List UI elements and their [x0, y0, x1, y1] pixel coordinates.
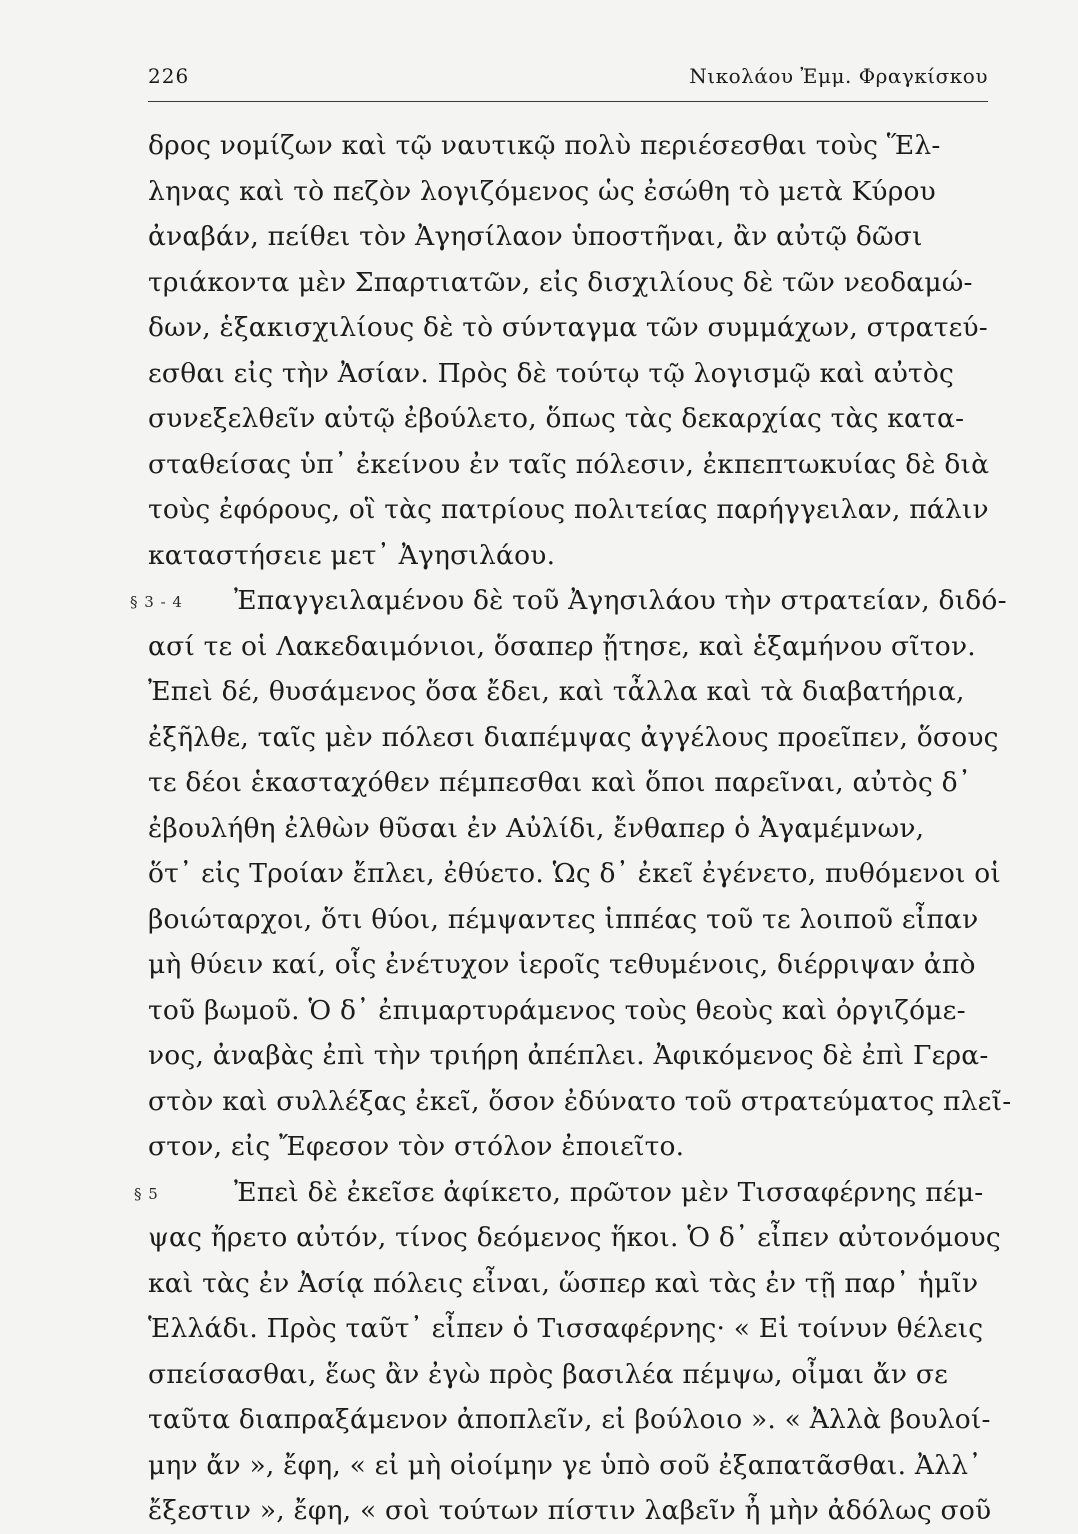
- line-text: Ἑλλάδι. Πρὸς ταῦτ᾽ εἶπεν ὁ Τισσαφέρνης· « Εἰ τοίνυν θέλεις: [148, 1313, 984, 1344]
- text-line: [148, 669, 1008, 715]
- text-line: [148, 715, 1008, 761]
- line-text: ὅτ᾽ εἰς Τροίαν ἔπλει, ἐθύετο. Ὡς δ᾽ ἐκεῖ ἐγένετο, πυθόμενοι οἱ: [148, 858, 1001, 889]
- line-text: τριάκοντα μὲν Σπαρτιατῶν, εἰς δισχιλίους δὲ τῶν νεοδαμώ-: [148, 266, 973, 298]
- text-line: [148, 396, 1008, 442]
- text-line: [148, 1124, 1008, 1170]
- page-number: 226: [148, 64, 190, 88]
- line-text: ἐξῆλθε, ταῖς μὲν πόλεσι διαπέμψας ἀγγέλους προεῖπεν, ὅσους: [148, 721, 999, 753]
- section-reference: § 3 - 4: [130, 593, 183, 611]
- text-line: [148, 214, 1008, 260]
- line-text: μην ἄν », ἔφη, « εἰ μὴ οἰοίμην γε ὑπὸ σοῦ ἐξαπατᾶσθαι. Ἀλλ᾽: [148, 1449, 982, 1481]
- page-body-text: [130, 123, 1012, 1534]
- line-text: συνεξελθεῖν αὐτῷ ἐβούλετο, ὅπως τὰς δεκαρχίας τὰς κατα-: [148, 403, 965, 434]
- line-text: ληνας καὶ τὸ πεζὸν λογιζόμενος ὡς ἐσώθη τὸ μετὰ Κύρου: [148, 175, 936, 207]
- text-line: [148, 1397, 1008, 1443]
- text-line: [148, 305, 1008, 351]
- text-line: [148, 897, 1008, 943]
- text-line: [148, 1306, 1008, 1352]
- text-line: [148, 169, 1008, 215]
- line-text: τε δέοι ἑκασταχόθεν πέμπεσθαι καὶ ὅποι παρεῖναι, αὐτὸς δ᾽: [148, 767, 972, 798]
- line-text: Ἐπεὶ δὲ ἐκεῖσε ἀφίκετο, πρῶτον μὲν Τισσαφέρνης πέμ-: [234, 1176, 984, 1208]
- text-line: [148, 760, 1008, 806]
- text-line: [130, 578, 1008, 624]
- text-line: [148, 851, 1008, 897]
- line-text: εσθαι εἰς τὴν Ἀσίαν. Πρὸς δὲ τούτῳ τῷ λογισμῷ καὶ αὐτὸς: [148, 357, 955, 389]
- running-head: Νικολάου Ἐμμ. Φραγκίσκου: [689, 64, 988, 88]
- line-text: μὴ θύειν καί, οἷς ἐνέτυχον ἱεροῖς τεθυμένοις, διέρριψαν ἀπὸ: [148, 949, 976, 980]
- line-text: Ἐπαγγειλαμένου δὲ τοῦ Ἀγησιλάου τὴν στρατείαν, διδό-: [234, 585, 1007, 616]
- text-line: [148, 988, 1008, 1034]
- line-text: τοὺς ἐφόρους, οἳ τὰς πατρίους πολιτείας παρήγγειλαν, πάλιν: [148, 494, 989, 525]
- line-text: ψας ἤρετο αὐτόν, τίνος δεόμενος ἥκοι. Ὁ δ᾽ εἶπεν αὐτονόμους: [148, 1222, 1001, 1253]
- line-text: βοιώταρχοι, ὅτι θύοι, πέμψαντες ἱππέας τοῦ τε λοιποῦ εἶπαν: [148, 903, 979, 935]
- line-text: καὶ τὰς ἐν Ἀσίᾳ πόλεις εἶναι, ὥσπερ καὶ τὰς ἐν τῇ παρ᾽ ἡμῖν: [148, 1267, 979, 1299]
- text-line: [148, 351, 1008, 397]
- section-reference: § 5: [134, 1184, 159, 1203]
- line-text: ταῦτα διαπραξάμενον ἀποπλεῖν, εἰ βούλοιο ». « Ἀλλὰ βουλοί-: [148, 1404, 991, 1435]
- text-line: [148, 123, 1008, 169]
- line-text: νος, ἀναβὰς ἐπὶ τὴν τριήρη ἀπέπλει. Ἀφικόμενος δὲ ἐπὶ Γερα-: [148, 1040, 989, 1071]
- text-line: [148, 1215, 1008, 1261]
- text-line: [148, 624, 1008, 670]
- text-line: [148, 1443, 1008, 1489]
- text-line: [148, 533, 1008, 579]
- line-text: σπείσασθαι, ἕως ἂν ἐγὼ πρὸς βασιλέα πέμψω, οἶμαι ἄν σε: [148, 1358, 949, 1390]
- text-line: [148, 1488, 1008, 1534]
- line-text: δων, ἑξακισχιλίους δὲ τὸ σύνταγμα τῶν συμμάχων, στρατεύ-: [148, 312, 988, 343]
- line-text: δρος νομίζων καὶ τῷ ναυτικῷ πολὺ περιέσεσθαι τοὺς Ἕλ-: [148, 130, 941, 161]
- page-header: [148, 64, 988, 98]
- line-text: ἐβουλήθη ἐλθὼν θῦσαι ἐν Αὐλίδι, ἔνθαπερ ὁ Ἀγαμέμνων,: [148, 812, 925, 844]
- text-line: [148, 1352, 1008, 1398]
- line-text: στὸν καὶ συλλέξας ἐκεῖ, ὅσον ἐδύνατο τοῦ στρατεύματος πλεῖ-: [148, 1085, 1012, 1117]
- text-line: [148, 260, 1008, 306]
- line-text: στον, εἰς Ἔφεσον τὸν στόλον ἐποιεῖτο.: [148, 1131, 685, 1162]
- text-line: [148, 487, 1008, 533]
- line-text: ἀναβάν, πείθει τὸν Ἀγησίλαον ὑποστῆναι, ἂν αὐτῷ δῶσι: [148, 221, 923, 252]
- text-line: [134, 1170, 1008, 1216]
- line-text: σταθείσας ὑπ᾽ ἐκείνου ἐν ταῖς πόλεσιν, ἐκπεπτωκυίας δὲ διὰ: [148, 448, 990, 480]
- line-text: ἔξεστιν », ἔφη, « σοὶ τούτων πίστιν λαβεῖν ἦ μὴν ἀδόλως σοῦ: [148, 1495, 992, 1526]
- text-line: [148, 442, 1008, 488]
- text-line: [148, 942, 1008, 988]
- line-text: καταστήσειε μετ᾽ Ἀγησιλάου.: [148, 539, 556, 571]
- text-line: [148, 1261, 1008, 1307]
- line-text: τοῦ βωμοῦ. Ὁ δ᾽ ἐπιμαρτυράμενος τοὺς θεοὺς καὶ ὀργιζόμε-: [148, 994, 966, 1026]
- text-line: [148, 1079, 1012, 1125]
- text-line: [148, 1033, 1008, 1079]
- header-rule: [148, 101, 988, 102]
- line-text: Ἐπεὶ δέ, θυσάμενος ὅσα ἔδει, καὶ τἆλλα καὶ τὰ διαβατήρια,: [148, 676, 965, 707]
- line-text: ασί τε οἱ Λακεδαιμόνιοι, ὅσαπερ ᾔτησε, καὶ ἑξαμήνου σῖτον.: [148, 630, 976, 662]
- text-line: [148, 806, 1008, 852]
